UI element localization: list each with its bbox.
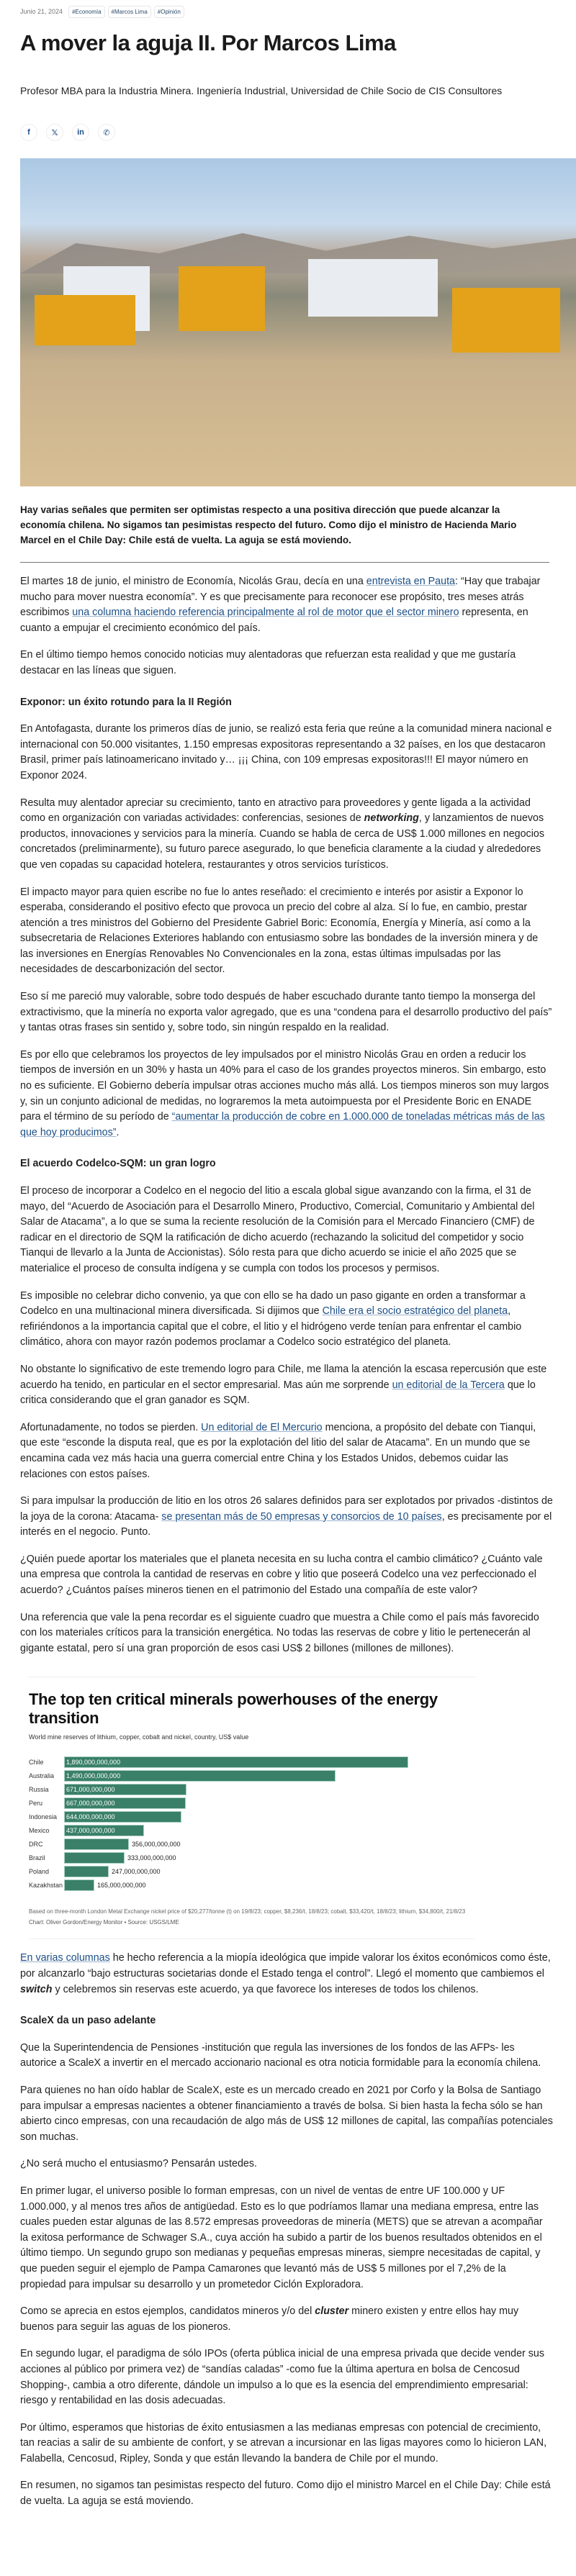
bar	[64, 1852, 125, 1864]
bar	[64, 1797, 186, 1809]
value-label: 667,000,000,000	[66, 1799, 115, 1807]
text: , es precisamente por el interés en el negocio. Punto.	[20, 1510, 552, 1538]
text: El acuerdo Codelco-SQM: un gran logro	[20, 1158, 216, 1170]
text: Una referencia que vale la pena recordar es el siguiente cuadro que muestra a Chile como el país más favorecido con los materiales críticos para la transición energética. No todas las reservas de cobre y litio le pertenecerán al gigante estatal, pero sí una gran proporción de esos casi US$ 2 billones (millones de millones).	[20, 1611, 539, 1654]
paragraph	[20, 648, 553, 679]
chart-row	[29, 1878, 475, 1892]
text: ¿No será mucho el entusiasmo? Pensarán ustedes.	[20, 2158, 258, 2170]
x-share-button[interactable]: 𝕏	[46, 124, 63, 141]
text: El proceso de incorporar a Codelco en el negocio del litio a escala global sigue avanzando con la firma, el 31 de mayo, del “Acuerdo de Asociación para el Desarrollo Minero, Productivo, Comercial, Comunitario y Ambiental del Salar de Atacama”, a lo que se suma la reciente resolución de la Comisión para el Mercado Financiero (CMF) de radicar en el directorio de SQM la ratificación de dicho acuerdo (rechazando la solicitud del competidor y socio Tianqui de llevarlo a la Junta de Accionistas). Sólo resta para que dicho acuerdo se inicie el año 2025 que se materialice el proceso de consulta indígena y se cumpla con todos los procesos y permisos.	[20, 1185, 535, 1274]
hero-machine	[452, 288, 560, 353]
article-header	[0, 0, 576, 141]
inline-link[interactable]: Un editorial de El Mercurio	[201, 1421, 323, 1433]
text: Por último, esperamos que historias de éxito entusiasmen a las medianas empresas con potencial de crecimiento, tan reacias a salir de su ambiente de confort, y se atrevan a incursionar en las ligas mayores como lo hicieron LAN, Falabella, Cencosud, Ripley, Sonda y que están llevando la bandera de Chile por el mundo.	[20, 2421, 547, 2464]
paragraph	[20, 574, 553, 636]
chart-row	[29, 1782, 475, 1796]
paragraph	[20, 1610, 553, 1657]
paragraph	[20, 722, 553, 784]
page-title: A mover la aguja II. Por Marcos Lima	[20, 30, 396, 55]
emphasis-text: switch	[20, 1983, 53, 1995]
chart-row	[29, 1796, 475, 1810]
value-label: 644,000,000,000	[66, 1813, 115, 1820]
text: Es imposible no celebrar dicho convenio, ya que con ello se ha dado un paso gigante en orden a transformar a Codelco en una multinacional minera diversificada. Si dijimos que	[20, 1289, 526, 1318]
inline-link[interactable]: se presentan más de 50 empresas y consorcios de 10 países	[161, 1510, 442, 1523]
bar	[64, 1866, 109, 1877]
text: Como se aprecia en estos ejemplos, candidatos mineros y/o del	[20, 2305, 315, 2318]
tag-marcos-lima[interactable]: #Marcos Lima	[108, 6, 151, 18]
section-heading	[20, 2013, 553, 2029]
category-label: Australia	[29, 1772, 55, 1779]
emphasis-text: cluster	[315, 2305, 349, 2318]
text: y celebremos sin reservas este acuerdo, ya que favorece los intereses de todos los chilenos.	[52, 1983, 479, 1995]
paragraph	[20, 2421, 553, 2467]
chart-bars	[29, 1755, 475, 1892]
article-body	[20, 574, 553, 1656]
chart-row	[29, 1837, 475, 1851]
value-label: 671,000,000,000	[66, 1785, 115, 1793]
text: No obstante lo significativo de este tremendo logro para Chile, me llama la atención la escasa repercusión que este acuerdo ha tenido, en particular en el sector empresarial. Mas aún me sorprende	[20, 1363, 547, 1391]
value-label: 356,000,000,000	[132, 1840, 181, 1848]
chart-row	[29, 1864, 475, 1878]
value-label: 1,490,000,000,000	[66, 1772, 121, 1779]
value-label: 1,890,000,000,000	[66, 1758, 121, 1766]
article-body-continued	[20, 1951, 553, 2509]
paragraph	[20, 2478, 553, 2509]
category-label: Kazakhstan	[29, 1881, 63, 1889]
text: menciona, a propósito del debate con Tianqui, que este “esconde la disputa real, que es por la explotación del litio del salar de Atacama”. En un mundo que se encamina cada vez más hacia una guerra comercial entre China y los Estados Unidos, debemos cuidar las relaciones con estos países.	[20, 1421, 536, 1480]
text: representa, en cuanto a empujar el crecimiento económico del país.	[20, 607, 528, 634]
text: Exponor: un éxito rotundo para la II Región	[20, 696, 232, 708]
inline-link[interactable]: “aumentar la producción de cobre en 1.000.000 de toneladas métricas más de las que hoy producimos”	[20, 1111, 545, 1138]
chart-row	[29, 1810, 475, 1823]
bar	[64, 1811, 181, 1823]
value-label: 165,000,000,000	[97, 1881, 146, 1889]
category-label: Peru	[29, 1799, 43, 1807]
category-label: Poland	[29, 1867, 50, 1875]
value-label: 333,000,000,000	[127, 1854, 176, 1861]
paragraph	[20, 2184, 553, 2292]
hero-image	[20, 158, 576, 486]
hero-machine	[35, 295, 135, 345]
paragraph	[20, 2304, 553, 2335]
hero-machine	[179, 266, 265, 331]
paragraph	[20, 1362, 553, 1409]
bar	[64, 1825, 144, 1836]
inline-link[interactable]: Chile era el socio estratégico del planeta	[322, 1305, 508, 1318]
paragraph	[20, 1420, 553, 1482]
value-label: 247,000,000,000	[112, 1867, 161, 1875]
share-bar	[20, 124, 556, 141]
text: En resumen, no sigamos tan pesimistas respecto del futuro. Como dijo el ministro Marcel en el Chile Day: Chile está de vuelta. La aguja se está moviendo.	[20, 2480, 551, 2508]
text: El impacto mayor para quien escribe no fue lo antes reseñado: el crecimiento e interés por asistir a Exponor lo esperaba, considerando el positivo efecto que provoca un precio del cobre al alza. Sí lo fue, en cambio, prestar atención a tres ministros del Gobierno del Presidente Gabriel Boric: Economía, Energía y Minería, así como a la subsecretaria de Relaciones Exteriores hablando con entusiasmo sobre las bondades de la inversión minera y de las inversiones en Energías Renovables No Convencionales en la zona, estas últimas impulsadas por las necesidades de descarbonización del sector.	[20, 886, 539, 976]
paragraph	[20, 1552, 553, 1599]
chart-note: Based on three-month London Metal Exchange nickel price of $20,277/tonne (t) on 19/8/23; copper, $8,236/t, 18/8/23; cobalt, $33,420/t, 18/8/23; lithium, $34,800/t, 21/8/23	[29, 1908, 466, 1915]
tag-opinion[interactable]: #Opinión	[154, 6, 184, 18]
tag-economia[interactable]: #Economía	[68, 6, 104, 18]
inline-link[interactable]: una columna haciendo referencia principalmente al rol de motor que el sector minero	[72, 607, 459, 619]
article-meta	[20, 0, 556, 19]
bar	[64, 1784, 186, 1795]
text: En primer lugar, el universo posible lo forman empresas, con un nivel de ventas de entre UF 100.000 y UF 1.000.000, y al menos tres años de antigüedad. Esto es lo que podríamos llamar una mediana empresa, entre las cuales pueden estar algunas de las 8.572 empresas proveedoras de minería (METS) que se atrevan a acompañar la exitosa performance de Schwager S.A., cuya acción ha subido a partir de los buenos resultados obtenidos en el último tiempo. Un segundo grupo son medianas y pequeñas empresas mineras, siempre necesitadas de capital, y que pueden seguir el ejemplo de Pampa Camarones que levantó más de US$ 5 millones por el 7,2% de la propiedad para impulsar su desarrollo y un prometedor Ciclón Exploradora.	[20, 2185, 543, 2290]
paragraph	[20, 1951, 553, 1997]
category-label: Russia	[29, 1785, 49, 1793]
whatsapp-share-button[interactable]: ✆	[98, 124, 115, 141]
divider	[20, 562, 549, 563]
publish-date: Junio 21, 2024	[20, 8, 63, 15]
category-label: Brazil	[29, 1854, 45, 1861]
text: Afortunadamente, no todos se pierden.	[20, 1421, 202, 1433]
chart-title: The top ten critical minerals powerhouses of the energy transition	[29, 1690, 438, 1728]
facebook-share-button[interactable]: f	[20, 124, 37, 141]
chart-row	[29, 1823, 475, 1837]
author-bio: Profesor MBA para la Industria Minera. Ingeniería Industrial, Universidad de Chile Socio de CIS Consultores	[20, 85, 503, 96]
paragraph	[20, 2041, 553, 2072]
text: ScaleX da un paso adelante	[20, 2015, 156, 2027]
paragraph	[20, 2346, 553, 2408]
chart-row	[29, 1851, 475, 1864]
paragraph	[20, 1289, 553, 1351]
text: , y lanzamientos de nuevos productos, innovaciones y servicios para la minería. Cuando se habla de cerca de US$ 1.000 millones en negocios concretados (preliminarmente), su futuro parece asegurado, lo que beneficia claramente a la ciudad y alrededores que ven copadas su capacidad hotelera, restaurantes y otros servicios turísticos.	[20, 812, 544, 871]
text: El martes 18 de junio, el ministro de Economía, Nicolás Grau, decía en una	[20, 576, 366, 587]
emphasis-text: networking	[364, 812, 419, 825]
bar	[64, 1879, 94, 1891]
text: Es por ello que celebramos los proyectos de ley impulsados por el ministro Nicolás Grau en orden a reducir los tiempos de inversión en un 30% y hasta un 40% para el caso de los grandes proyectos mineros. Sin embargo, esto no es suficiente. El Gobierno debería impulsar otras acciones mucho más allá. Los tiempos mineros son muy largos y, sin un conjunto adicional de medidas, no lograremos la meta autoimpuesta por el Presidente Boric en ENADE para el término de su período de	[20, 1048, 549, 1123]
hero-tent	[308, 259, 438, 317]
chart-row	[29, 1755, 475, 1769]
text: ¿Quién puede aportar los materiales que el planeta necesita en su lucha contra el cambio climático? ¿Cuánto vale una empresa que controla la cantidad de reservas en cobre y litio que poseerá Codelco una vez perfeccionado el acuerdo? ¿Cuántos países mineros tienen en el patrimonio del Estado una compañía de este valor?	[20, 1553, 543, 1597]
text: Que la Superintendencia de Pensiones -institución que regula las inversiones de los fondos de las AFPs- les autorice a ScaleX a invertir en el mercado accionario nacional es otra noticia formidable para la economía chilena.	[20, 2041, 541, 2069]
text: .	[116, 1126, 120, 1138]
text: En el último tiempo hemos conocido noticias muy alentadoras que refuerzan esta realidad y que me gustaría destacar en las líneas que siguen.	[20, 649, 516, 676]
paragraph	[20, 1184, 553, 1277]
paragraph	[20, 989, 553, 1036]
paragraph	[20, 796, 553, 874]
section-heading	[20, 695, 553, 711]
value-label: 437,000,000,000	[66, 1826, 115, 1834]
text: Para quienes no han oído hablar de ScaleX, este es un mercado creado en 2021 por Corfo y la Bolsa de Santiago para impulsar a empresas nacientes a obtener financiamiento a través de bolsa. Si bien hasta la fecha sólo se han abierto cinco empresas, con una recaudación de algo más de US$ 12 millones de capital, las compañías potenciales son muchas.	[20, 2085, 553, 2143]
text: : “Hay que trabajar mucho para mover nuestra economía”. Y es que precisamente para reconocer ese propósito, tres meses atrás escribimos	[20, 576, 541, 619]
chart-subtitle: World mine reserves of lithium, copper, cobalt and nickel, country, US$ value	[29, 1733, 249, 1741]
text: En Antofagasta, durante los primeros días de junio, se realizó esta feria que reúne a la comunidad minera nacional e internacional con 50.000 visitantes, 1.150 empresas expositoras representando a 32 países, en los que destacaron Brasil, primer país latinoamericano invitado y… ¡¡¡ China, con 109 empresas expositoras!!! El mayor número en Exponor 2024.	[20, 723, 552, 781]
text: Eso sí me pareció muy valorable, sobre todo después de haber escuchado durante tanto tiempo la monserga del extractivismo, que la minería no exporta valor agregado, que es una “condena para el desarrollo productivo del país” y tantas otras frases sin sentido y, sobre todo, sin ningún respaldo en la realidad.	[20, 991, 552, 1034]
image-caption: Hay varias señales que permiten ser optimistas respecto a una positiva dirección que puede alcanzar la economía chilena. No sigamos tan pesimistas respecto del futuro. Como dijo el ministro de Hacienda Mario Marcel en el Chile Day: Chile está de vuelta. La aguja se está moviendo.	[20, 504, 517, 545]
text: , refiriéndonos a la importancia capital que el cobre, el litio y el hidrógeno verde tenían para enfrentar el cambio climático, ahora con mayor razón podemos proclamar a Codelco socio estratégico del planeta.	[20, 1305, 522, 1348]
bar	[64, 1756, 408, 1768]
inline-link[interactable]: En varias columnas	[20, 1952, 110, 1964]
section-heading	[20, 1156, 553, 1172]
paragraph	[20, 885, 553, 979]
bar	[64, 1770, 336, 1782]
text: Resulta muy alentador apreciar su crecimiento, tanto en atractivo para proveedores y gente ligada a la actividad como en organización con variadas actividades: conferencias, sesiones de	[20, 797, 531, 825]
text: que lo critica considerando que el gran ganador es SQM.	[20, 1379, 536, 1407]
text: En segundo lugar, el paradigma de sólo IPOs (oferta pública inicial de una empresa privada que decide vender sus acciones al público por primera vez) de “sandías caladas” -como fue la última apertura en bolsa de Cencosud Shopping-, cambia a otro diferente, dándole un impulso a lo que es la esencia del emprendimiento empresarial: riesgo y rentabilidad en las dosis adecuadas.	[20, 2348, 545, 2407]
category-label: Mexico	[29, 1826, 50, 1834]
paragraph	[20, 1494, 553, 1541]
linkedin-share-button[interactable]: in	[72, 124, 89, 141]
chart-credit: Chart: Oliver Gordon/Energy Monitor • Source: USGS/LME	[29, 1919, 179, 1926]
paragraph	[20, 1048, 553, 1141]
text: he hecho referencia a la miopía ideológica que impide valorar los éxitos económicos como éste, por alcanzarlo “bajo estructuras societarias donde el Estado tenga el control”. Llegó el momento que cambiemos el	[20, 1952, 551, 1980]
paragraph	[20, 2157, 553, 2172]
text: Si para impulsar la producción de litio en los otros 26 salares definidos para ser explotados por privados -distintos de la joya de la corona: Atacama-	[20, 1495, 553, 1523]
chart-row	[29, 1769, 475, 1782]
paragraph	[20, 2083, 553, 2145]
category-label: Indonesia	[29, 1813, 58, 1820]
category-label: Chile	[29, 1758, 44, 1766]
inline-link[interactable]: un editorial de la Tercera	[392, 1379, 505, 1391]
inline-link[interactable]: entrevista en Pauta	[366, 576, 455, 587]
chart-figure	[29, 1677, 475, 1939]
text: minero existen y entre ellos hay muy buenos para seguir las aguas de los pioneros.	[20, 2305, 519, 2333]
category-label: DRC	[29, 1840, 43, 1848]
bar	[64, 1838, 129, 1850]
